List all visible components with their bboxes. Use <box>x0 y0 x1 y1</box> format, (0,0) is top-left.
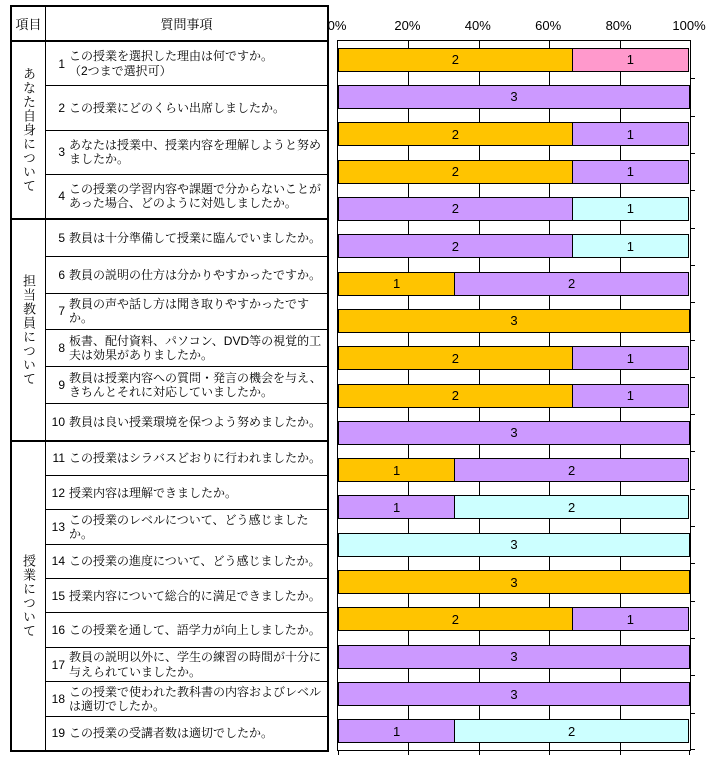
question-row <box>46 648 327 682</box>
question-number: 18 <box>51 691 65 706</box>
bar-segment: 3 <box>338 85 690 109</box>
bar-segment: 3 <box>338 570 690 594</box>
question-text: この授業はシラバスどおりに行われましたか。 <box>69 451 322 466</box>
bar-row-q7 <box>338 272 690 296</box>
bar-row-q14 <box>338 533 690 557</box>
question-number: 17 <box>51 657 65 672</box>
bar-segment: 1 <box>572 160 689 184</box>
question-text: この授業を通して、語学力が向上しましたか。 <box>69 623 321 638</box>
axis-tick-label: 100% <box>672 18 706 33</box>
question-text: 板書、配付資料、パソコン、DVD等の視覚的工夫は効果がありましたか。 <box>69 334 322 363</box>
category-axis-tick <box>690 153 695 154</box>
bar-segment: 2 <box>454 719 689 743</box>
category-axis-tick <box>690 489 695 490</box>
bar-segment: 1 <box>572 197 689 221</box>
bar-segment: 1 <box>572 384 689 408</box>
question-number: 2 <box>58 100 65 115</box>
question-number: 4 <box>58 189 65 204</box>
question-row <box>46 367 327 404</box>
bar-row-q13 <box>338 495 690 519</box>
section-questions <box>46 42 327 218</box>
value-axis-tick <box>338 750 339 755</box>
bar-segment: 1 <box>338 272 455 296</box>
question-text: この授業にどのくらい出席しましたか。 <box>69 100 286 115</box>
axis-tick-label: 40% <box>464 18 491 33</box>
question-row <box>46 717 327 750</box>
axis-tick-label: 0% <box>327 18 347 33</box>
section-label: 授業について <box>12 442 46 750</box>
bar-row-q12 <box>338 458 690 482</box>
question-row <box>46 86 327 130</box>
bar-segment: 1 <box>572 346 689 370</box>
bar-row-q5 <box>338 197 690 221</box>
bar-segment: 1 <box>338 495 455 519</box>
table-section-3 <box>12 442 327 750</box>
question-number: 13 <box>51 519 65 534</box>
question-text: 授業内容は理解できましたか。 <box>69 485 238 500</box>
question-number: 19 <box>51 726 65 741</box>
bar-segment: 3 <box>338 309 690 333</box>
bar-segment: 2 <box>454 458 689 482</box>
category-axis-tick <box>690 265 695 266</box>
category-axis-tick <box>690 563 695 564</box>
bar-row-q1 <box>338 48 690 72</box>
question-text: 教員は十分準備して授業に臨んでいましたか。 <box>69 230 322 245</box>
question-text: あなたは授業中、授業内容を理解しようと努めましたか。 <box>69 138 322 167</box>
table-header-row <box>12 7 327 42</box>
question-number: 10 <box>51 414 65 429</box>
bar-row-q3 <box>338 122 690 146</box>
question-row <box>46 131 327 175</box>
bar-segment: 1 <box>338 458 455 482</box>
category-axis-tick <box>690 190 695 191</box>
question-row <box>46 404 327 440</box>
bar-segment: 2 <box>454 272 689 296</box>
header-question: 質問事項 <box>160 17 213 32</box>
section-label: あなた自身について <box>12 42 46 218</box>
table-section-1 <box>12 42 327 220</box>
question-number: 11 <box>52 451 65 466</box>
bar-segment: 1 <box>338 719 455 743</box>
category-axis-tick <box>690 713 695 714</box>
bar-segment: 1 <box>572 48 689 72</box>
value-axis-tick <box>689 750 690 755</box>
category-axis-tick <box>690 302 695 303</box>
question-row <box>46 257 327 294</box>
value-axis-tick <box>620 750 621 755</box>
bar-segment: 3 <box>338 533 690 557</box>
bar-segment: 3 <box>338 682 690 706</box>
bar-row-q18 <box>338 682 690 706</box>
question-text: この授業の学習内容や課題で分からないことがあった場合、どのように対処しましたか。 <box>69 182 322 211</box>
question-text: この授業の進度について、どう感じましたか。 <box>69 554 321 569</box>
axis-tick-label: 60% <box>535 18 562 33</box>
question-row <box>46 510 327 544</box>
question-row <box>46 476 327 510</box>
bar-row-q9 <box>338 346 690 370</box>
question-text: この授業で使われた教科書の内容およびレベルは適切でしたか。 <box>69 684 322 713</box>
question-text: 教員は授業内容への質問・発言の機会を与え、きちんとそれに対応していましたか。 <box>69 370 322 399</box>
question-text: 授業内容について総合的に満足できましたか。 <box>69 588 321 603</box>
bar-row-q10 <box>338 384 690 408</box>
question-number: 7 <box>58 304 65 319</box>
question-number: 6 <box>58 267 65 282</box>
bar-segment: 1 <box>572 122 689 146</box>
question-row <box>46 545 327 579</box>
bar-row-q4 <box>338 160 690 184</box>
question-row <box>46 42 327 86</box>
question-number: 8 <box>58 341 65 356</box>
question-number: 12 <box>51 485 65 500</box>
bar-segment: 2 <box>338 160 573 184</box>
bar-segment: 2 <box>338 346 573 370</box>
question-row <box>46 220 327 257</box>
question-text: 教員の声や話し方は聞き取りやすかったですか。 <box>69 297 310 326</box>
table-body <box>12 42 327 750</box>
question-row <box>46 294 327 331</box>
question-number: 5 <box>58 230 65 245</box>
question-text: この授業を選択した理由は何ですか。 （2つまで選択可） <box>69 49 274 78</box>
bar-segment: 2 <box>338 607 573 631</box>
category-axis-tick <box>690 116 695 117</box>
category-axis-tick <box>690 414 695 415</box>
table-section-2 <box>12 220 327 441</box>
bar-segment: 2 <box>338 384 573 408</box>
bar-segment: 2 <box>338 48 573 72</box>
category-axis-tick <box>690 749 695 750</box>
bar-segment: 1 <box>572 607 689 631</box>
category-axis-tick <box>690 675 695 676</box>
category-axis-tick <box>690 377 695 378</box>
value-axis-tick <box>479 750 480 755</box>
question-number: 9 <box>58 377 65 392</box>
header-category: 項目 <box>12 7 46 40</box>
bar-row-q6 <box>338 234 690 258</box>
question-text: 教員の説明の仕方は分かりやすかったですか。 <box>69 267 322 282</box>
question-number: 3 <box>58 145 65 160</box>
question-text: この授業の受講者数は適切でしたか。 <box>69 726 274 741</box>
bar-row-q8 <box>338 309 690 333</box>
question-table <box>10 5 329 752</box>
bar-segment: 3 <box>338 421 690 445</box>
axis-tick-label: 80% <box>605 18 632 33</box>
bar-row-q2 <box>338 85 690 109</box>
question-row <box>46 579 327 613</box>
category-axis-tick <box>690 228 695 229</box>
section-questions <box>46 442 327 750</box>
question-row <box>46 682 327 716</box>
bar-row-q16 <box>338 607 690 631</box>
value-axis-tick <box>408 750 409 755</box>
question-row <box>46 175 327 218</box>
bar-segment: 3 <box>338 645 690 669</box>
category-axis-tick <box>690 78 695 79</box>
question-row <box>46 442 327 476</box>
plot-area <box>337 40 691 751</box>
bar-row-q11 <box>338 421 690 445</box>
question-row <box>46 330 327 367</box>
question-number: 15 <box>51 588 65 603</box>
section-questions <box>46 220 327 439</box>
axis-tick-label: 20% <box>394 18 421 33</box>
question-text: 教員の説明以外に、学生の練習の時間が十分に与えられていましたか。 <box>69 650 322 679</box>
bar-segment: 1 <box>572 234 689 258</box>
bar-segment: 2 <box>454 495 689 519</box>
question-text: 教員は良い授業環境を保つよう努めましたか。 <box>69 414 322 429</box>
question-row <box>46 613 327 647</box>
category-axis-tick <box>690 638 695 639</box>
bar-segment: 2 <box>338 234 573 258</box>
category-axis-tick <box>690 601 695 602</box>
section-label: 担当教員について <box>12 220 46 439</box>
category-axis-tick <box>690 340 695 341</box>
question-number: 1 <box>58 56 65 71</box>
value-axis-tick <box>549 750 550 755</box>
question-number: 14 <box>51 554 65 569</box>
bar-row-q15 <box>338 570 690 594</box>
bar-segment: 2 <box>338 197 573 221</box>
question-text: この授業のレベルについて、どう感じましたか。 <box>69 512 309 541</box>
bar-row-q19 <box>338 719 690 743</box>
bar-segment: 2 <box>338 122 573 146</box>
category-axis-tick <box>690 526 695 527</box>
bar-row-q17 <box>338 645 690 669</box>
question-number: 16 <box>51 623 65 638</box>
category-axis-tick <box>690 451 695 452</box>
